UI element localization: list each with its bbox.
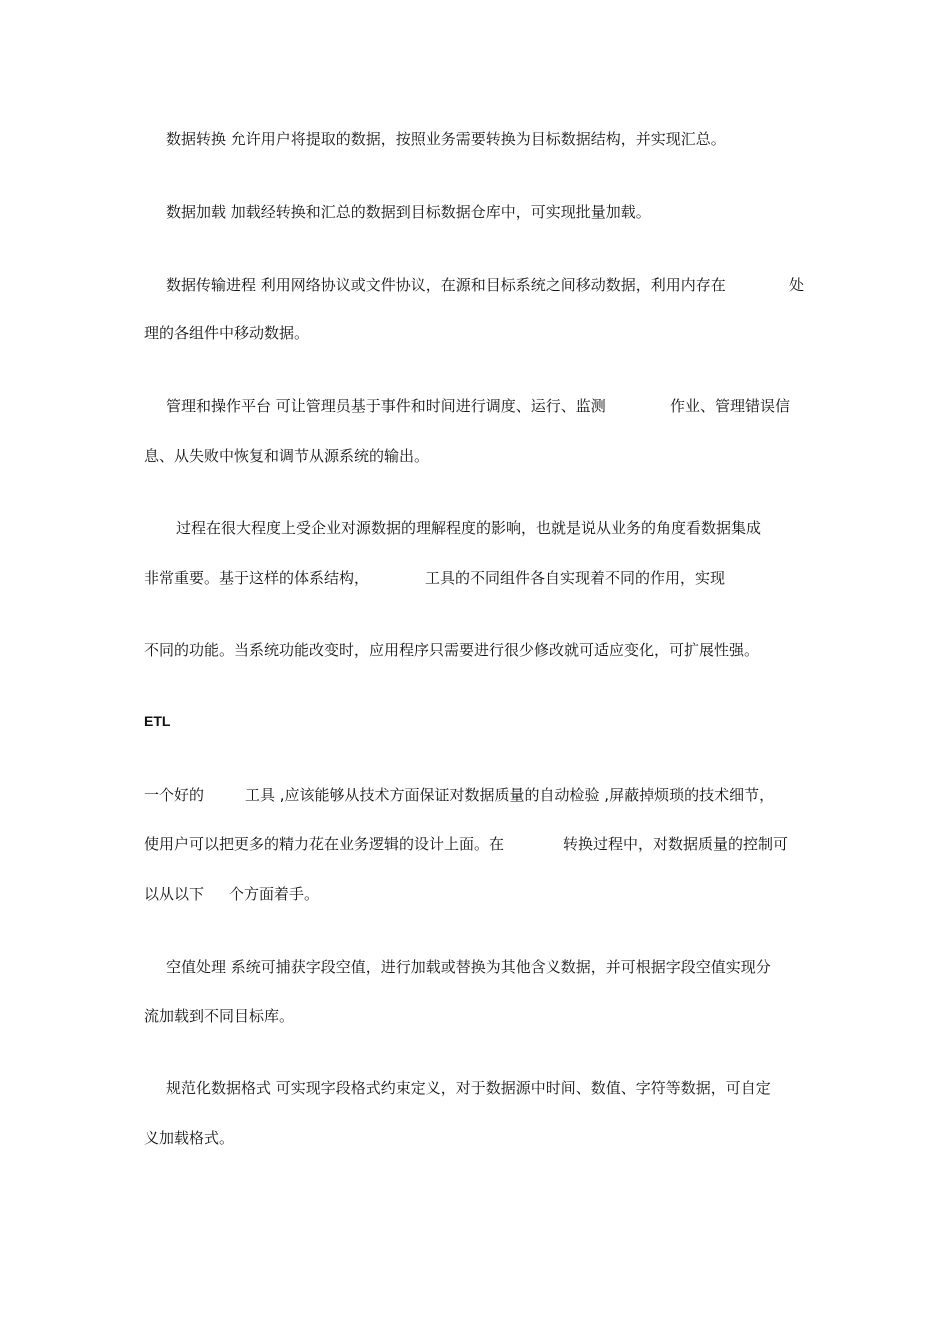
para-good-tool-line-2b: 转换过程中，对数据质量的控制可 [563, 835, 789, 853]
para-transfer-process-line-1a: 数据传输进程 利用网络协议或文件协议，在源和目标系统之间移动数据，利用内存在 [166, 276, 726, 294]
para-management-platform-line-2: 息、从失败中恢复和调节从源系统的输出。 [144, 447, 430, 465]
para-good-tool-line-1b: 工具 ,应该能够从技术方面保证对数据质量的自动检验 ,屏蔽掉烦琐的技术细节， [245, 786, 775, 804]
para-good-tool-line-1a: 一个好的 [144, 786, 205, 804]
para-good-tool-line-3b: 个方面着手。 [229, 885, 320, 903]
para-management-platform-line-1b: 作业、管理错误信 [670, 397, 791, 415]
para-data-transform-line-1: 数据转换 允许用户将提取的数据，按照业务需要转换为目标数据结构，并实现汇总。 [166, 130, 726, 148]
para-transfer-process-line-1b: 处 [789, 276, 805, 294]
para-process-line-2a: 非常重要。基于这样的体系结构， [144, 569, 370, 587]
para-data-load-line-1: 数据加载 加载经转换和汇总的数据到目标数据仓库中，可实现批量加载。 [166, 203, 651, 221]
para-good-tool-line-2a: 使用户可以把更多的精力花在业务逻辑的设计上面。在 [144, 835, 505, 853]
para-process-line-2b: 工具的不同组件各自实现着不同的作用，实现 [425, 569, 726, 587]
para-normalize-format-line-1: 规范化数据格式 可实现字段格式约束定义，对于数据源中时间、数值、字符等数据，可自定 [166, 1079, 771, 1097]
para-null-handling-line-2: 流加载到不同目标库。 [144, 1007, 295, 1025]
para-management-platform-line-1a: 管理和操作平台 可让管理员基于事件和时间进行调度、运行、监测 [166, 397, 606, 415]
para-normalize-format-line-2: 义加载格式。 [144, 1129, 235, 1147]
section-heading-etl: ETL [144, 713, 171, 729]
para-null-handling-line-1: 空值处理 系统可捕获字段空值，进行加载或替换为其他含义数据，并可根据字段空值实现分 [166, 958, 771, 976]
para-process-line-1: 过程在很大程度上受企业对源数据的理解程度的影响，也就是说从业务的角度看数据集成 [176, 519, 762, 537]
para-transfer-process-line-2: 理的各组件中移动数据。 [144, 324, 310, 342]
para-good-tool-line-3a: 以从以下 [144, 885, 205, 903]
para-process-line-3: 不同的功能。当系统功能改变时，应用程序只需要进行很少修改就可适应变化，可扩展性强。 [144, 641, 760, 659]
